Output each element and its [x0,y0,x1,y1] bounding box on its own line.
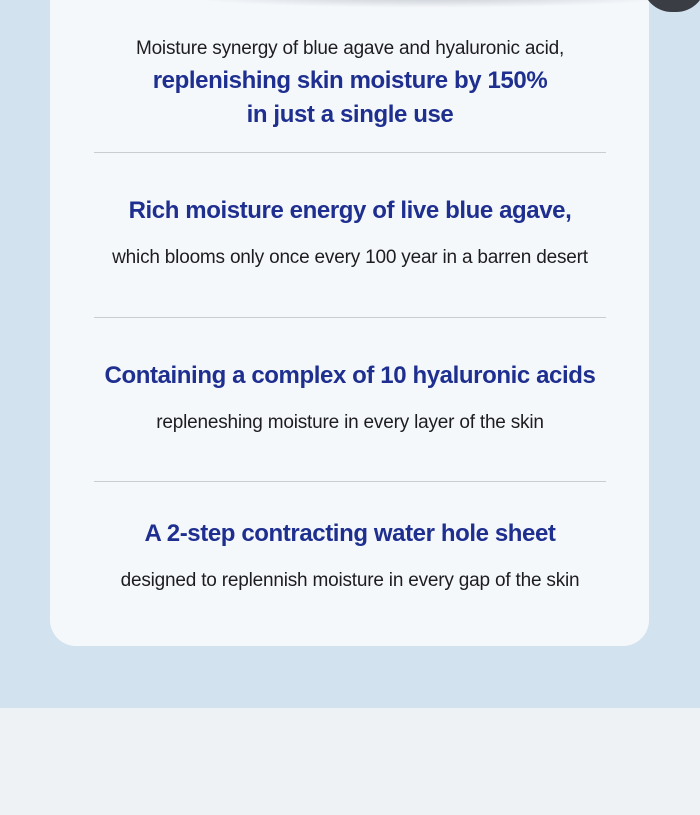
divider-3 [94,481,606,482]
section-1-headline-line-2: in just a single use [246,101,454,128]
divider-1 [94,152,606,153]
section-1-intro-text: Moisture synergy of blue agave and hyaluronic acid, [135,38,565,59]
section-2-headline: Rich moisture energy of live blue agave, [128,197,572,224]
divider-2 [94,317,606,318]
section-1-headline-line-1: replenishing skin moisture by 150% [152,67,548,94]
section-3-headline: Containing a complex of 10 hyaluronic acids [104,362,596,389]
section-3-description: repleneshing moisture in every layer of the skin [156,412,544,433]
section-2-description: which blooms only once every 100 year in a barren desert [112,247,588,268]
section-4-headline: A 2-step contracting water hole sheet [144,520,556,547]
section-4-description: designed to replennish moisture in every gap of the skin [120,570,580,591]
background-bottom [0,708,700,815]
